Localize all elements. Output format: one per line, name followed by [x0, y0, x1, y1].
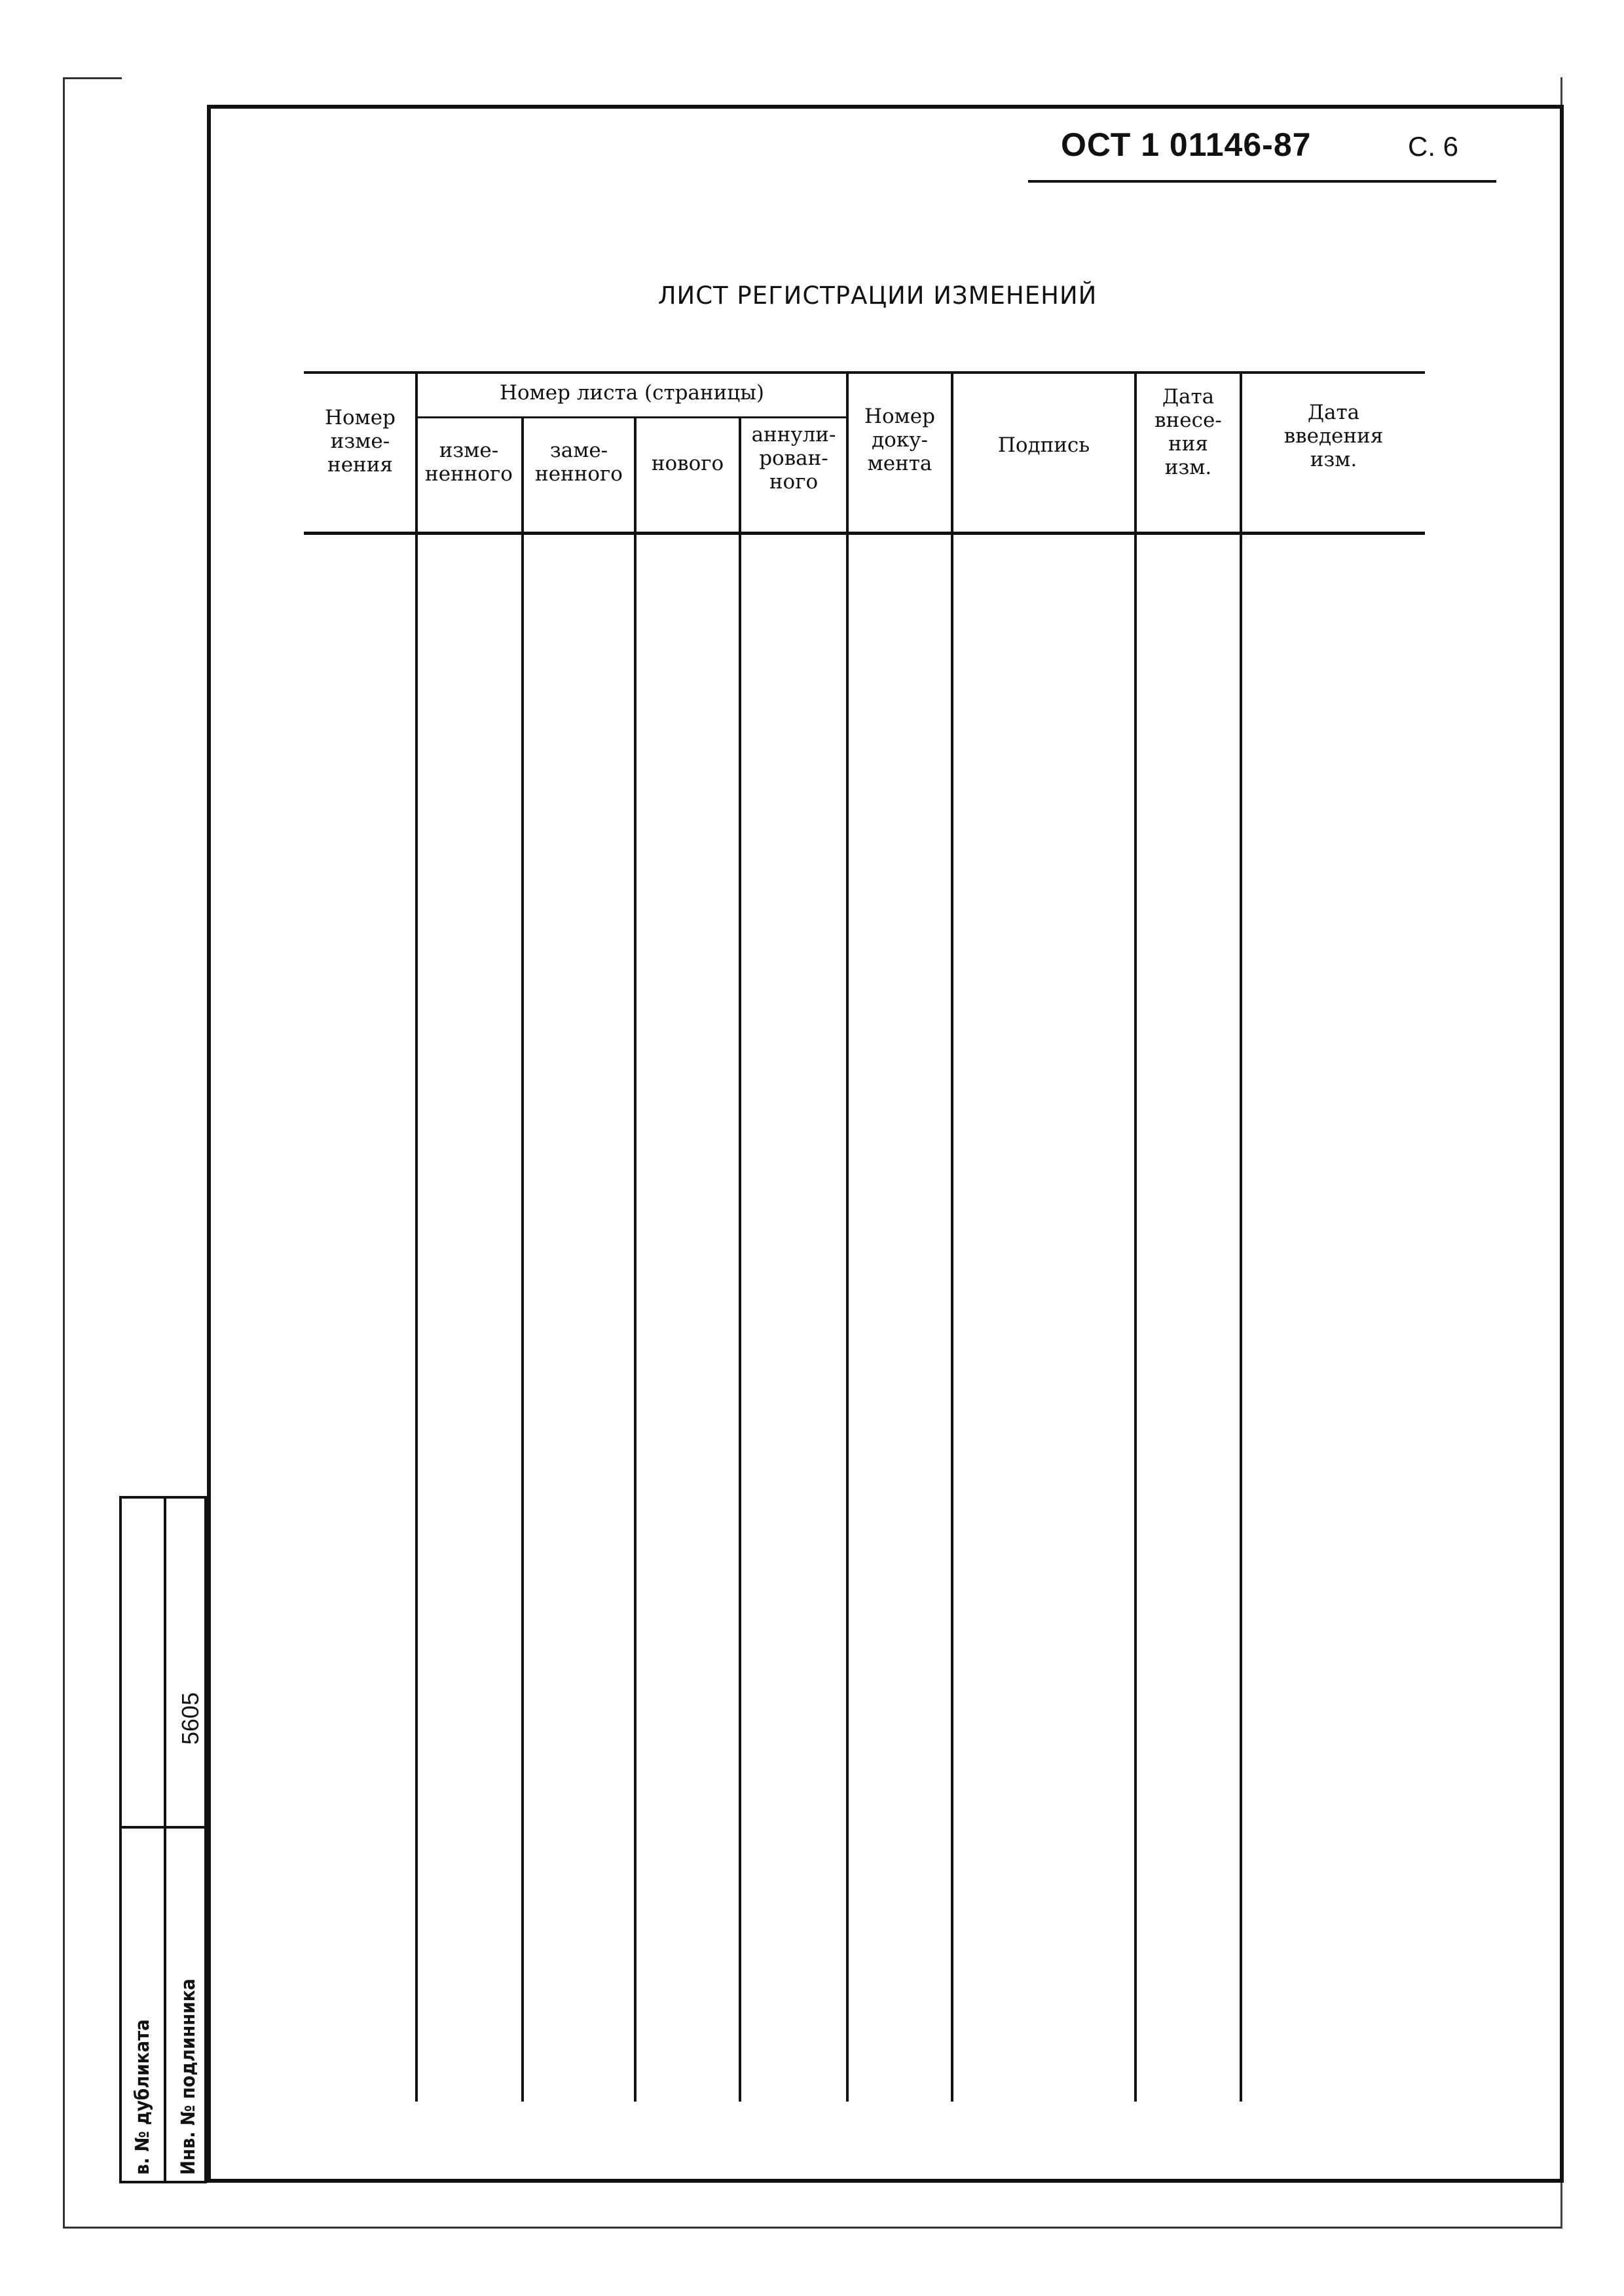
- header-change-number: Номер изме- нения: [324, 406, 396, 477]
- table-group-underline: [416, 416, 847, 418]
- stamp-divider-horizontal: [122, 1826, 204, 1829]
- table-column-divider: [415, 371, 418, 2102]
- header-sheet-number-group: Номер листа (страницы): [499, 381, 764, 405]
- page-title: ЛИСТ РЕГИСТРАЦИИ ИЗМЕНЕНИЙ: [657, 282, 1098, 310]
- header-date-of-introduction: Дата введения изм.: [1283, 401, 1384, 471]
- table-column-divider: [634, 416, 637, 2102]
- header-replaced-sheet: заме- ненного: [535, 439, 623, 486]
- header-cancelled-sheet: аннули- рован- ного: [751, 423, 836, 494]
- header-new-sheet: нового: [651, 452, 724, 475]
- document-code: ОСТ 1 01146-87: [1061, 126, 1312, 163]
- table-column-divider: [951, 371, 953, 2102]
- inventory-original-label: Инв. № подлинника: [177, 1978, 199, 2175]
- inventory-original-value: 5605: [177, 1692, 204, 1745]
- table-column-divider: [521, 416, 524, 2102]
- header-document-number: Номер доку- мента: [864, 405, 935, 475]
- header-underline: [1028, 180, 1496, 183]
- scan-corner-mark: [63, 77, 122, 79]
- table-column-divider: [1240, 371, 1242, 2102]
- stamp-divider-vertical: [164, 1499, 166, 2181]
- inventory-duplicate-label: в. № дубликата: [131, 2019, 153, 2175]
- header-signature: Подпись: [997, 433, 1090, 457]
- table-column-divider: [739, 416, 741, 2102]
- page-number: С. 6: [1408, 131, 1459, 162]
- header-date-of-entry: Дата внесе- ния изм.: [1154, 385, 1222, 479]
- header-changed-sheet: изме- ненного: [425, 439, 513, 486]
- table-column-divider: [1134, 371, 1137, 2102]
- table-top-border: [304, 371, 1425, 374]
- table-header-bottom-border: [304, 532, 1425, 535]
- table-column-divider: [846, 371, 849, 2102]
